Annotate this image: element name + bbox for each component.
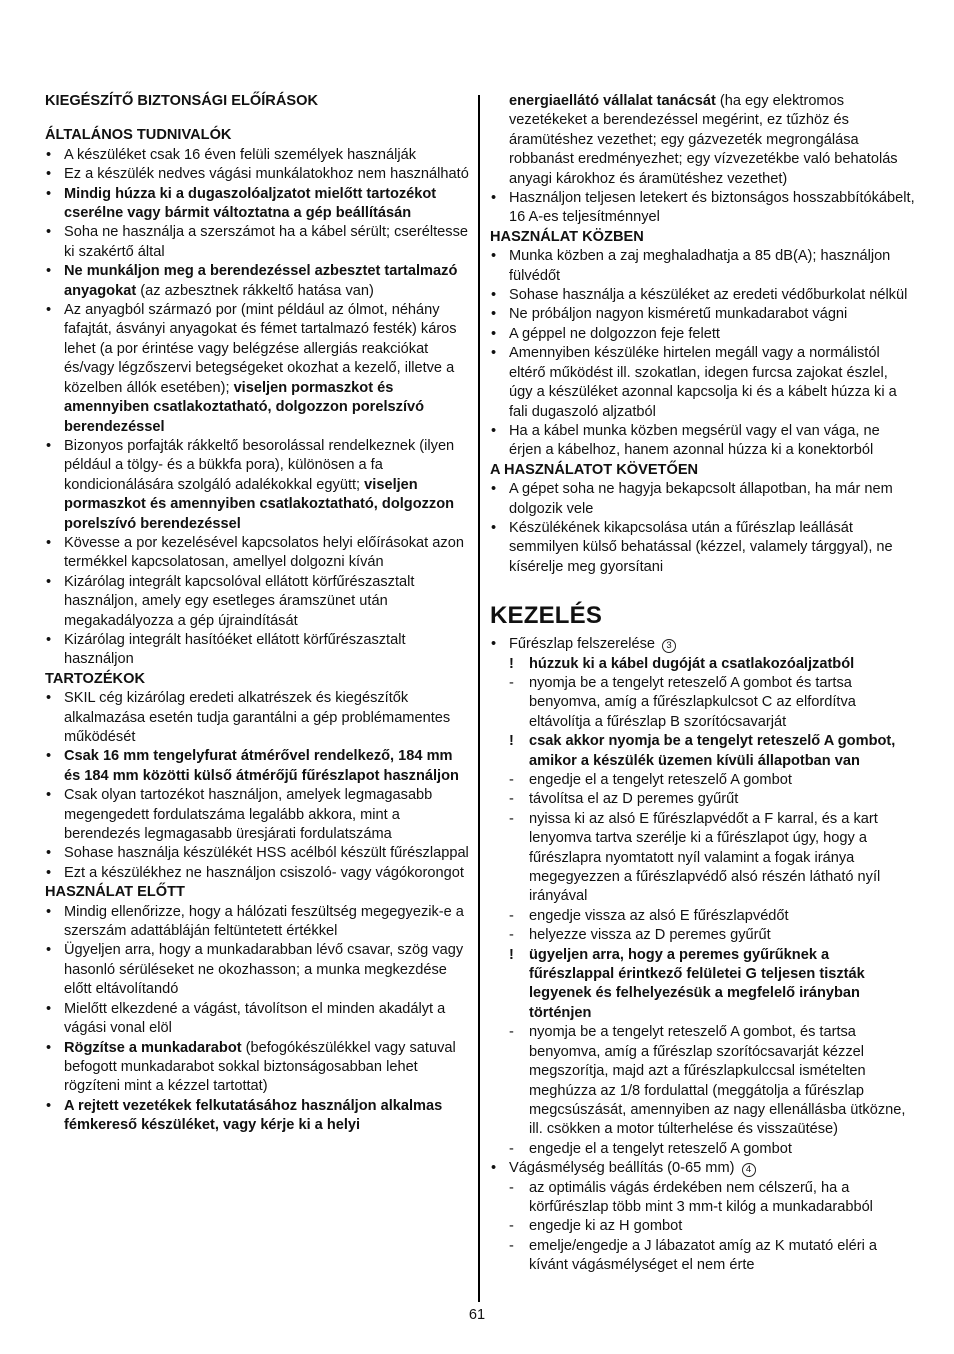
item-text: (befogókészülékkel vagy satuval befogott munkadarabot sokkal biztonságosabban lehet rögzíteni mint a kézzel tartottat) [64,1039,456,1095]
dash-mark: - [509,772,514,788]
blade-mounting-item [490,635,915,654]
step-text: nyomja be a tengelyt reteszelő A gombot és tartsa benyomva, amíg a fűrészlapkulcsot C az elfordítva eltávolítja a fűrészlap B szorítócsavarját [529,674,856,730]
accessories-list [45,689,470,883]
list-item [490,422,915,461]
item-bold-text: Ne munkáljon meg a berendezéssel azbesztet tartalmazó anyagokat [64,263,458,299]
list-item [45,903,470,942]
dash-mark: - [509,1237,514,1254]
item-text: Soha ne használja a szerszámot ha a kábel sérült; cseréltesse ki szakértő által [64,224,468,260]
bullet-icon: • [46,845,52,862]
section-heading-accessories: TARTOZÉKOK [45,670,145,687]
list-item [45,1097,470,1136]
blade-mounting-steps [490,655,915,1160]
list-item [45,1039,470,1097]
item-text: (az azbesztnek rákkeltő hatása van) [136,282,374,299]
continued-paragraph [490,92,915,189]
bullet-icon: • [46,1039,52,1056]
step-item [490,1140,915,1159]
bullet-icon: • [46,631,52,648]
dash-mark: - [509,791,514,808]
list-item [490,344,915,422]
bullet-icon: • [491,325,497,342]
step-text: engedje el a tengelyt reteszelő A gombot [529,1140,792,1157]
list-item [45,747,470,786]
step-item [490,926,915,945]
list-item [45,689,470,747]
bullet-icon: • [46,1097,52,1114]
column-divider [478,95,480,1302]
list-item [490,189,915,228]
step-text: helyezze vissza az D peremes gyűrűt [529,927,771,944]
blade-mounting-label: Fűrészlap felszerelése [509,636,656,653]
bullet-icon: • [491,422,497,439]
bullet-icon: • [46,437,52,454]
list-item [45,786,470,844]
continued-text: (ha egy elektromos vezetékeket a berendezéssel megérint, ez tűzhöz és áramütéshez vezethet; egy gázvezeték megrongálása robbanást eredményezhet; egy vízvezetékbe való behatolás anyagi károkhoz és áramütéshez vezethet) [509,93,898,187]
list-item [45,844,470,863]
list-item [490,325,915,344]
bullet-icon: • [46,263,52,280]
step-item [490,674,915,732]
list-item [45,262,470,301]
item-bold-text: Rögzítse a munkadarabot [64,1039,242,1056]
list-item [490,519,915,577]
bullet-icon: • [46,903,52,920]
step-text: távolítsa el az D peremes gyűrűt [529,791,739,808]
step-item [490,1237,915,1276]
general-list [45,146,470,670]
item-text: Bizonyos porfajták rákkeltő besorolással rendelkeznek (ilyen például a tölgy- és a bükkfa pora), különösen a fa kondicionálására szolgáló adalékokkal együtt; [64,437,455,493]
item-bold-text: A rejtett vezetékek felkutatásához használjon alkalmas fémkereső készüléket, vagy kérje ki a helyi [64,1097,443,1134]
cut-depth-label: Vágásmélység beállítás (0-65 mm) [509,1160,735,1177]
list-item [45,1000,470,1039]
step-item [490,810,915,907]
list-item [45,223,470,262]
bullet-icon: • [491,636,497,653]
document-title: KIEGÉSZÍTŐ BIZTONSÁGI ELŐÍRÁSOK [45,93,318,109]
item-text: Készülékének kikapcsolása után a fűrészlap leállását semmilyen külső behatással (kézzel, valamely tárggyal), ne kísérelje meg gyorsítani [509,519,893,575]
list-item [490,480,915,519]
item-text: Használjon teljesen letekert és biztonságos hosszabbítókábelt, 16 A-es teljesítménnyel [509,190,915,226]
right-column [490,92,915,1276]
bullet-icon: • [46,942,52,959]
list-item [45,573,470,631]
list-item [45,301,470,437]
list-item [45,631,470,670]
warning-step [490,946,915,1024]
item-text: Munka közben a zaj meghaladhatja a 85 dB(A); használjon fülvédőt [509,248,891,284]
bullet-icon: • [491,306,497,323]
dash-mark: - [509,810,514,827]
list-item [45,534,470,573]
item-text: Sohase használja a készüléket az eredeti védőburkolat nélkül [509,287,908,304]
item-text: Mielőtt elkezdené a vágást, távolítson el minden akadályt a vágási vonal elöl [64,1000,446,1037]
warning-mark-icon: ! [509,655,514,672]
bullet-icon: • [46,224,52,241]
item-bold-text: Mindig húzza ki a dugaszolóaljzatot mielőtt tartozékot cserélne vagy bármit változtatna a gép beállításán [64,185,437,222]
warning-step [490,655,915,674]
operation-heading: KEZELÉS [490,602,603,630]
list-item [45,864,470,883]
dash-mark: - [509,1179,514,1196]
item-text: Kövesse a por kezelésével kapcsolatos helyi előírásokat azon termékkel kapcsolatosan, amellyel dolgozni kíván [64,534,464,571]
item-text: SKIL cég kizárólag eredeti alkatrészek és kiegészítők alkalmazása esetén tudja garantálni a gép problémamentes működését [64,690,451,745]
item-bold-text: viseljen pormaszkot és amennyiben csatlakoztatható, dolgozzon porelszívó berendezéssel [64,379,425,435]
item-text: Az anyagból származó por (mint például az ólmot, néhány fafajtát, ásványi anyagokat és fémet tartalmazó festék) káros lehet (a por érintése vagy belégzése allergiás reakciókat és/vagy légzőszervi betegségeket okozhat a kezelő, illetve a közelben állók esetében); [64,302,457,396]
item-bold-text: viseljen pormaszkot és amennyiben csatlakoztatható, dolgozzon porelszívó berendezéssel [64,476,455,532]
dash-mark: - [509,1218,514,1235]
item-text: Ez a készülék nedves vágási munkálatokhoz nem használható [64,166,469,183]
bullet-icon: • [46,534,52,551]
dash-mark: - [509,927,514,944]
step-text: emelje/engedje a J lábazatot amíg az K mutató eléri a kívánt vágásmélységet el nem érte [529,1237,878,1274]
continued-list [490,189,915,228]
item-text: Csak olyan tartozékot használjon, amelyek legmagasabb megengedett fordulatszáma legalább akkora, mint a berendezés legmagasabb üresjárati fordulatszáma [64,787,433,843]
item-text: Ügyeljen arra, hogy a munkadarabban lévő csavar, szög vagy hasonló sérüléseket ne okozhasson; a munka megkezdése előtt eltávolítandó [64,942,464,998]
list-item [490,286,915,305]
list-item [45,437,470,534]
step-text: húzzuk ki a kábel dugóját a csatlakozóaljzatból [529,655,855,672]
step-text: csak akkor nyomja be a tengelyt reteszelő A gombot, amikor a készülék üzemen kívüli állapotban van [529,733,896,769]
bullet-icon: • [491,519,497,536]
step-item [490,771,915,790]
cut-depth-item [490,1159,915,1178]
item-text: Sohasе használja készülékét HSS acélból készült fűrészlappal [64,845,469,862]
list-item [45,185,470,224]
warning-step [490,732,915,771]
bullet-icon: • [491,190,497,207]
section-heading-general: ÁLTALÁNOS TUDNIVALÓK [45,127,232,144]
list-item [490,305,915,324]
bullet-icon: • [491,287,497,304]
bullet-icon: • [46,146,52,163]
figure-ref-icon: 3 [662,639,676,653]
step-text: ügyeljen arra, hogy a peremes gyűrűknek a fűrészlappal érintkező felületei G teljesen tiszták legyenek és felhelyezésük a megfelelő irányban történjen [529,946,865,1021]
bullet-icon: • [46,864,52,881]
page-number: 61 [468,1307,486,1323]
step-item [490,1023,915,1139]
item-bold-text: Csak 16 mm tengelyfurat átmérővel rendelkező, 184 mm és 184 mm közötti külső átmérőjű fűrészlapot használjon [64,748,459,784]
bullet-icon: • [46,166,52,183]
list-item [45,165,470,184]
step-item [490,1179,915,1218]
step-item [490,907,915,926]
dash-mark: - [509,907,514,924]
list-item [490,247,915,286]
bullet-icon: • [46,748,52,765]
item-text: Mindig ellenőrizze, hogy a hálózati feszültség megegyezik-e a szerszám adattábláján feltüntetett értékkel [64,903,464,940]
item-text: Kizárólag integrált hasítóéket ellátott körfűrészasztalt használjon [64,631,406,668]
step-text: az optimális vágás érdekében nem célszerű, ha a körfűrészlap több mint 3 mm-t kilóg a munkadarabból [529,1179,873,1215]
list-item [45,941,470,999]
bullet-icon: • [46,302,52,319]
dash-mark: - [509,1140,514,1157]
step-item [490,1217,915,1236]
item-text: Kizárólag integrált kapcsolóval ellátott körfűrészasztalt használjon, amely egy esetleges áramszünet után megakadályozza a gép újraindítását [64,573,415,629]
step-item [490,790,915,809]
bullet-icon: • [46,690,52,707]
bullet-icon: • [491,1160,497,1177]
step-text: nyomja be a tengelyt reteszelő A gombot, és tartsa benyomva, amíg a fűrészlap szorítócsavarját kézzel megszorítja, majd azt a fűrészlapkulccsal ismételten meghúzza az 1/8 fordulattal (meggátolja a fűrészlap megcsúszását, amennyiben az nagy ellenállásba ütközne, ill. csökken a motor túlterhelése és visszaütése) [529,1024,906,1138]
item-text: Ezt a készülékhez ne használjon csiszoló- vagy vágókorongot [64,864,464,881]
section-heading-during-use: HASZNÁLAT KÖZBEN [490,228,644,245]
left-column [45,92,470,1136]
continued-bold-text: energiaellátó vállalat tanácsát [509,93,716,109]
figure-ref-icon: 4 [742,1163,756,1177]
bullet-icon: • [491,248,497,265]
bullet-icon: • [491,481,497,498]
section-heading-after-use: A HASZNÁLATOT KÖVETŐEN [490,461,699,478]
cut-depth-steps [490,1179,915,1276]
item-text: A gépet soha ne hagyja bekapcsolt állapotban, ha már nem dolgozik vele [509,481,893,517]
before-use-list [45,903,470,1136]
dash-mark: - [509,1024,514,1041]
step-text: engedje vissza az alsó E fűrészlapvédőt [529,907,789,924]
item-text: Ne próbáljon nagyon kisméretű munkadarabot vágni [509,306,848,323]
bullet-icon: • [46,787,52,804]
warning-mark-icon: ! [509,946,514,963]
during-use-list [490,247,915,460]
step-text: nyissa ki az alsó E fűrészlapvédőt a F karral, és a kart lenyomva tartva szerélje ki a fűrészlapot úgy, hogy a fűrészlapra nyomtatott nyíl valamint a fogak iránya megegyezzen a fűrészlapvédő alsó részén látható nyíl irányával [529,810,881,905]
item-text: A készüléket csak 16 éven felüli személyek használják [64,146,417,163]
bullet-icon: • [46,185,52,202]
item-text: Amennyiben készüléke hirtelen megáll vagy a normálistól eltérő működést ill. szokatlan, idegen furcsa zajokat észlel, úgy a készüléket azonnal kapcsolja ki és a kábelt húzza ki a fali dugaszoló aljzatból [509,345,897,420]
bullet-icon: • [46,573,52,590]
item-text: Ha a kábel munka közben megsérül vagy el van vága, ne érjen a kábelhoz, hanem azonnal húzza ki a konektorból [509,422,880,459]
step-text: engedje ki az H gombot [529,1218,683,1235]
after-use-list [490,480,915,577]
bullet-icon: • [491,345,497,362]
section-heading-before-use: HASZNÁLAT ELŐTT [45,884,185,901]
step-text: engedje el a tengelyt reteszelő A gombot [529,772,792,788]
list-item [45,146,470,165]
bullet-icon: • [46,1000,52,1017]
warning-mark-icon: ! [509,733,514,750]
item-text: A géppel ne dolgozzon feje felett [509,325,720,342]
dash-mark: - [509,674,514,691]
